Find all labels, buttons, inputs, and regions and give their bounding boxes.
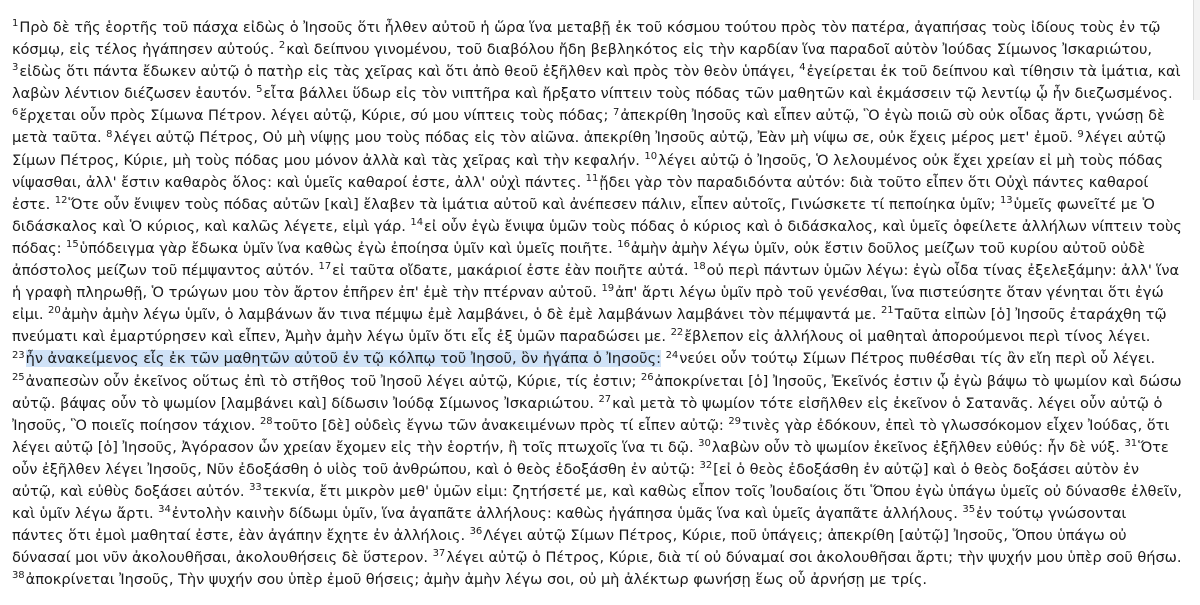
verse-6 <box>12 107 608 124</box>
verse-28 <box>260 417 724 434</box>
verse-34 <box>158 505 958 522</box>
verse-text: οὐ περὶ πάντων ὑμῶν λέγω: ἐγὼ οἶδα τίνας ἐξελεξάμην: ἀλλ' ἵνα ἡ γραφὴ πληρωθῇ, Ὁ τρώγων μου τὸν ἄρτον ἐπῆρεν ἐπ' ἐμὲ τὴν πτέρναν αὐτοῦ. <box>12 262 1180 302</box>
verse-text: ἀμὴν ἀμὴν λέγω ὑμῖν, ὁ λαμβάνων ἄν τινα πέμψω ἐμὲ λαμβάνει, ὁ δὲ ἐμὲ λαμβάνων λαμβάνει τὸν πέμψαντά με. <box>61 306 877 324</box>
verse-text: τινὲς γὰρ ἐδόκουν, ἐπεὶ τὸ γλωσσόκομον εἶχεν Ἰούδας, ὅτι λέγει αὐτῷ [ὁ] Ἰησοῦς, Ἀγόρασον ὧν χρείαν ἔχομεν εἰς τὴν ἑορτήν, ἢ τοῖς πτωχοῖς ἵνα τι δῷ. <box>12 416 1170 456</box>
verse-number: 1 <box>12 18 19 30</box>
verse-text: Πρὸ δὲ τῆς ἑορτῆς τοῦ πάσχα εἰδὼς ὁ Ἰησοῦς ὅτι ἦλθεν αὐτοῦ ἡ ὥρα ἵνα μεταβῇ ἐκ τοῦ κόσμου τούτου πρὸς τὸν πατέρα, ἀγαπήσας τοὺς ἰδίους τοὺς ἐν τῷ κόσμῳ, εἰς τέλος ἠγάπησεν αὐτούς. <box>12 19 1161 59</box>
verse-number: 3 <box>12 62 19 74</box>
verse-text: εἰ οὖν ἐγὼ ἔνιψα ὑμῶν τοὺς πόδας ὁ κύριος καὶ ὁ διδάσκαλος, καὶ ὑμεῖς ὀφείλετε ἀλλήλων νίπτειν τοὺς πόδας: <box>12 217 1182 257</box>
verse-number: 32 <box>699 460 713 472</box>
verse-text: τεκνία, ἔτι μικρὸν μεθ' ὑμῶν εἰμι: ζητήσετέ με, καὶ καθὼς εἶπον τοῖς Ἰουδαίοις ὅτι Ὅπου ἐγὼ ὑπάγω ὑμεῖς οὐ δύνασθε ἐλθεῖν, καὶ ὑμῖν λέγω ἄρτι. <box>12 482 1182 523</box>
verse-number: 17 <box>318 261 332 273</box>
verse-8 <box>106 129 1073 146</box>
verse-number: 36 <box>469 526 483 538</box>
verse-number: 22 <box>670 327 684 339</box>
verse-22 <box>671 328 1151 345</box>
chapter-text <box>12 17 1182 591</box>
verse-number: 27 <box>598 393 612 405</box>
verse-text: καὶ μετὰ τὸ ψωμίον τότε εἰσῆλθεν εἰς ἐκεῖνον ὁ Σατανᾶς. λέγει οὖν αὐτῷ ὁ Ἰησοῦς, Ὃ ποιεῖς ποίησον τάχιον. <box>12 394 1163 434</box>
verse-text: ἀμὴν ἀμὴν λέγω ὑμῖν, οὐκ ἔστιν δοῦλος μείζων τοῦ κυρίου αὐτοῦ οὐδὲ ἀπόστολος μείζων τοῦ πέμψαντος αὐτόν. <box>12 239 1146 280</box>
verse-text: Ὅτε οὖν ἔνιψεν τοὺς πόδας αὐτῶν [καὶ] ἔλαβεν τὰ ἱμάτια αὐτοῦ καὶ ἀνέπεσεν πάλιν, εἶπεν αὐτοῖς, Γινώσκετε τί πεποίηκα ὑμῖν; <box>68 195 996 213</box>
verse-text: ὑμεῖς φωνεῖτέ με Ὁ διδάσκαλος καὶ Ὁ κύριος, καὶ καλῶς λέγετε, εἰμὶ γάρ. <box>12 195 1155 235</box>
verse-12 <box>55 196 996 213</box>
verse-text: λέγει αὐτῷ ὁ Πέτρος, Κύριε, διὰ τί οὐ δύναμαί σοι ἀκολουθῆσαι ἄρτι; τὴν ψυχήν μου ὑπὲρ σοῦ θήσω. <box>446 549 1182 567</box>
verse-number: 6 <box>12 106 19 118</box>
verse-number: 16 <box>617 239 630 251</box>
verse-text: ἐγείρεται ἐκ τοῦ δείπνου καὶ τίθησιν τὰ ἱμάτια, καὶ λαβὼν λέντιον διέζωσεν ἑαυτόν. <box>12 63 1181 103</box>
scrollbar[interactable] <box>1193 0 1200 100</box>
verse-text: ἀποκρίνεται Ἰησοῦς, Τὴν ψυχήν σου ὑπὲρ ἐμοῦ θήσεις; ἀμὴν ἀμὴν λέγω σοι, οὐ μὴ ἀλέκτωρ φωνήσῃ ἕως οὗ ἀρνήσῃ με τρίς. <box>25 571 927 589</box>
verse-2 <box>279 41 1152 58</box>
verse-number: 14 <box>410 216 424 228</box>
verse-number: 11 <box>585 172 599 184</box>
verse-number: 29 <box>728 415 741 427</box>
verse-number: 25 <box>12 371 25 383</box>
verse-text: λέγει αὐτῷ Πέτρος, Οὐ μὴ νίψῃς μου τοὺς πόδας εἰς τὸν αἰῶνα. ἀπεκρίθη Ἰησοῦς αὐτῷ, Ἐὰν μὴ νίψω σε, οὐκ ἔχεις μέρος μετ' ἐμοῦ. <box>113 129 1073 147</box>
verse-number: 33 <box>249 482 262 494</box>
verse-number: 9 <box>1077 128 1084 140</box>
verse-number: 23 <box>12 349 25 361</box>
verse-38 <box>12 571 927 588</box>
verse-15 <box>66 240 613 257</box>
verse-text: καὶ δείπνου γινομένου, τοῦ διαβόλου ἤδη βεβληκότος εἰς τὴν καρδίαν ἵνα παραδοῖ αὐτὸν Ἰούδας Σίμωνος Ἰσκαριώτου, <box>286 41 1152 59</box>
verse-37 <box>433 549 1182 566</box>
verse-24 <box>666 350 1156 367</box>
verse-17 <box>319 262 689 279</box>
verse-number: 5 <box>256 84 263 96</box>
verse-30 <box>698 439 1120 456</box>
verse-text: Ὅτε οὖν ἐξῆλθεν λέγει Ἰησοῦς, Νῦν ἐδοξάσθη ὁ υἱὸς τοῦ ἀνθρώπου, καὶ ὁ θεὸς ἐδοξάσθη ἐν αὐτῷ: <box>12 438 1169 478</box>
verse-text: ᾔδει γὰρ τὸν παραδιδόντα αὐτόν: διὰ τοῦτο εἶπεν ὅτι Οὐχὶ πάντες καθαροί ἐστε. <box>12 173 1149 213</box>
verse-number: 26 <box>640 371 654 383</box>
verse-number: 7 <box>613 106 620 118</box>
verse-text: νεύει οὖν τούτῳ Σίμων Πέτρος πυθέσθαι τίς ἂν εἴη περὶ οὗ λέγει. <box>679 350 1156 368</box>
verse-number: 21 <box>880 305 894 317</box>
verse-text: [εἰ ὁ θεὸς ἐδοξάσθη ἐν αὐτῷ] καὶ ὁ θεὸς δοξάσει αὐτὸν ἐν αὐτῷ, καὶ εὐθὺς δοξάσει αὐτόν. <box>12 460 1139 500</box>
verse-text: ὑπόδειγμα γὰρ ἔδωκα ὑμῖν ἵνα καθὼς ἐγὼ ἐποίησα ὑμῖν καὶ ὑμεῖς ποιῆτε. <box>79 239 613 257</box>
verse-number: 30 <box>698 437 711 449</box>
verse-20 <box>48 306 876 323</box>
verse-number: 34 <box>158 504 171 516</box>
verse-number: 12 <box>54 194 68 206</box>
verse-number: 37 <box>432 548 446 560</box>
verse-number: 20 <box>48 305 61 317</box>
verse-number: 35 <box>962 504 976 516</box>
verse-number: 2 <box>278 40 286 52</box>
verse-3 <box>12 63 795 80</box>
verse-number: 28 <box>260 415 273 427</box>
verse-text: Λέγει αὐτῷ Σίμων Πέτρος, Κύριε, ποῦ ὑπάγεις; ἀπεκρίθη [αὐτῷ] Ἰησοῦς, Ὅπου ὑπάγω οὐ δύνασαί μοι νῦν ἀκολουθῆσαι, ἀκολουθήσεις δὲ ὕστερον. <box>12 527 1127 567</box>
verse-text: εἶτα βάλλει ὕδωρ εἰς τὸν νιπτῆρα καὶ ἤρξατο νίπτειν τοὺς πόδας τῶν μαθητῶν καὶ ἐκμάσσειν τῷ λεντίῳ ᾧ ἦν διεζωσμένος. <box>263 85 1173 103</box>
verse-text: ἀποκρίνεται [ὁ] Ἰησοῦς, Ἐκεῖνός ἐστιν ᾧ ἐγὼ βάψω τὸ ψωμίον καὶ δώσω αὐτῷ. βάψας οὖν τὸ ψωμίον [λαμβάνει καὶ] δίδωσιν Ἰούδᾳ Σίμωνος Ἰσκαριώτου. <box>12 372 1182 412</box>
verse-number: 13 <box>999 194 1013 206</box>
verse-number: 18 <box>693 261 706 273</box>
verse-text-selected: ἦν ἀνακείμενος εἷς ἐκ τῶν μαθητῶν αὐτοῦ ἐν τῷ κόλπῳ τοῦ Ἰησοῦ, ὃν ἠγάπα ὁ Ἰησοῦς: <box>25 350 661 368</box>
verse-number: 8 <box>106 128 113 140</box>
verse-25 <box>12 373 636 390</box>
verse-text: τοῦτο [δὲ] οὐδεὶς ἔγνω τῶν ἀνακειμένων πρὸς τί εἶπεν αὐτῷ: <box>273 416 724 434</box>
verse-number: 4 <box>799 62 806 74</box>
verse-text: ἐντολὴν καινὴν δίδωμι ὑμῖν, ἵνα ἀγαπᾶτε ἀλλήλους: καθὼς ἠγάπησα ὑμᾶς ἵνα καὶ ὑμεῖς ἀγαπᾶτε ἀλλήλους. <box>171 505 958 523</box>
verse-number: 19 <box>601 283 615 295</box>
verse-text: ἔρχεται οὖν πρὸς Σίμωνα Πέτρον. λέγει αὐτῷ, Κύριε, σύ μου νίπτεις τοὺς πόδας; <box>19 107 609 125</box>
verse-text: εἰδὼς ὅτι πάντα ἔδωκεν αὐτῷ ὁ πατὴρ εἰς τὰς χεῖρας καὶ ὅτι ἀπὸ θεοῦ ἐξῆλθεν καὶ πρὸς τὸν θεὸν ὑπάγει, <box>19 63 795 81</box>
verse-text: λέγει αὐτῷ ὁ Ἰησοῦς, Ὁ λελουμένος οὐκ ἔχει χρείαν εἰ μὴ τοὺς πόδας νίψασθαι, ἀλλ' ἔστιν καθαρὸς ὅλος: καὶ ὑμεῖς καθαροί ἐστε, ἀλλ' οὐχὶ πάντες. <box>12 151 1164 191</box>
verse-number: 15 <box>66 239 79 251</box>
verse-number: 31 <box>1124 437 1138 449</box>
verse-text: λαβὼν οὖν τὸ ψωμίον ἐκεῖνος ἐξῆλθεν εὐθύς: ἦν δὲ νύξ. <box>711 438 1120 456</box>
verse-text: ἀπεκρίθη Ἰησοῦς καὶ εἶπεν αὐτῷ, Ὃ ἐγὼ ποιῶ σὺ οὐκ οἶδας ἄρτι, γνώσῃ δὲ μετὰ ταῦτα. <box>12 107 1165 147</box>
verse-text: λέγει αὐτῷ Σίμων Πέτρος, Κύριε, μὴ τοὺς πόδας μου μόνον ἀλλὰ καὶ τὰς χεῖρας καὶ τὴν κεφαλήν. <box>12 129 1166 169</box>
verse-text: ἀναπεσὼν οὖν ἐκεῖνος οὕτως ἐπὶ τὸ στῆθος τοῦ Ἰησοῦ λέγει αὐτῷ, Κύριε, τίς ἐστιν; <box>25 372 637 390</box>
verse-text: ἀπ' ἄρτι λέγω ὑμῖν πρὸ τοῦ γενέσθαι, ἵνα πιστεύσητε ὅταν γένηται ὅτι ἐγώ εἰμι. <box>12 284 1164 324</box>
verse-text: ἐν τούτῳ γνώσονται πάντες ὅτι ἐμοὶ μαθηταί ἐστε, ἐὰν ἀγάπην ἔχητε ἐν ἀλλήλοις. <box>12 505 1127 545</box>
verse-text: εἰ ταῦτα οἴδατε, μακάριοί ἐστε ἐὰν ποιῆτε αὐτά. <box>332 262 689 280</box>
verse-number: 10 <box>644 150 658 162</box>
verse-23 <box>12 350 661 367</box>
verse-number: 38 <box>12 570 25 582</box>
verse-text: ἔβλεπον εἰς ἀλλήλους οἱ μαθηταὶ ἀπορούμενοι περὶ τίνος λέγει. <box>684 328 1151 346</box>
verse-5 <box>256 85 1172 102</box>
verse-text: Ταῦτα εἰπὼν [ὁ] Ἰησοῦς ἐταράχθη τῷ πνεύματι καὶ ἐμαρτύρησεν καὶ εἶπεν, Ἀμὴν ἀμὴν λέγω ὑμῖν ὅτι εἷς ἐξ ὑμῶν παραδώσει με. <box>12 306 1167 346</box>
verse-number: 24 <box>665 349 679 361</box>
